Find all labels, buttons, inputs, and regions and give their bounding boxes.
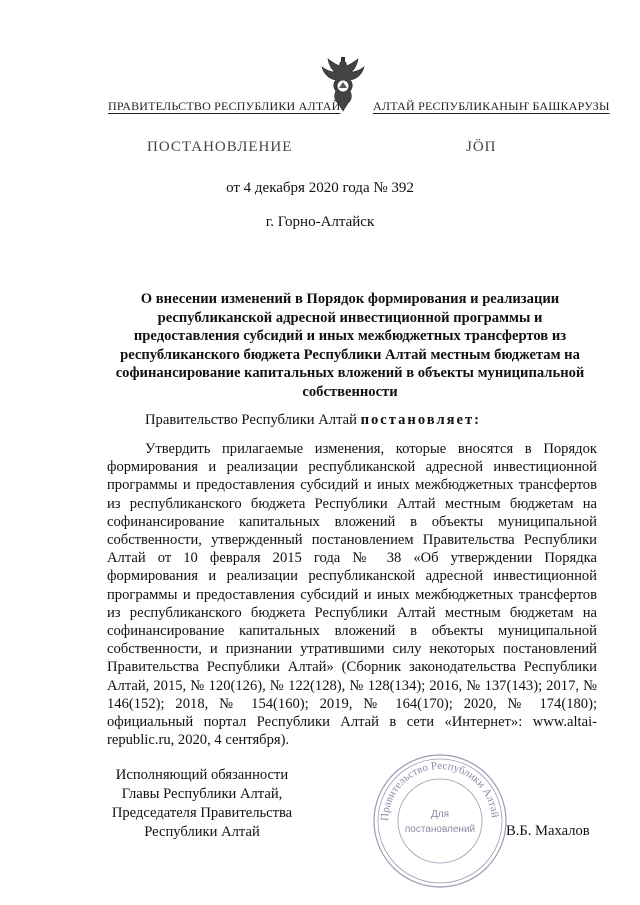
signer-line: Республики Алтай: [144, 824, 260, 840]
doc-type-ru: ПОСТАНОВЛЕНИЕ: [147, 139, 293, 155]
signer-line: Главы Республики Алтай,: [121, 786, 283, 802]
body-paragraph: Утвердить прилагаемые изменения, которые вносятся в Порядок формирования и реализации республиканской адресной инвестиционной программы и предоставления субсидий и иных межбюджетных трансфертов из республиканского бюджета Республики Алтай местным бюджетам на софинансирование капитальных вложений в объекты муниципальной собственности, утвержденный постановлением Правительства Республики Алтай от 10 февраля 2015 года № 38 «Об утверждении Порядка формирования и реализации республиканской адресной инвестиционной программы и предоставления субсидий и иных межбюджетных трансфертов из республиканского бюджета Республики Алтай местным бюджетам на софинансирование капитальных вложений в объекты муниципальной собственности, и признании утратившими силу некоторых постановлений Правительства Республики Алтай» (Сборник законодательства Республики Алтай, 2015, № 120(126), № 122(128), № 128(134); 2016, № 137(143); 2017, № 146(152); 2018, № 154(160); 2019, № 164(170); 2020, № 174(180); официальный портал Республики Алтай в сети «Интернет»: www.altai-republic.ru, 2020, 4 сентября).: [107, 441, 597, 749]
government-name-alt: АЛТАЙ РЕСПУБЛИКАНЫҤ БАШКАРУЗЫ: [373, 99, 610, 113]
signer-line: Председателя Правительства: [111, 805, 293, 821]
stamp-center-bottom: постановлений: [404, 824, 476, 835]
preamble-verb: постановляет:: [360, 412, 482, 428]
signer-line: Исполняющий обязанности: [115, 767, 289, 783]
doc-type-alt: ЈӦП: [466, 139, 497, 155]
signer-block: [108, 766, 296, 842]
document-title: О внесении изменений в Порядок формирования и реализации республиканской адресной инвестиционной программы и предоставления субсидий и иных межбюджетных трансфертов из республиканского бюджета Республики Алтай местным бюджетам на софинансирование капитальных вложений в объекты муниципальной собственности: [115, 291, 585, 400]
document-date-number: от 4 декабря 2020 года № 392: [226, 180, 414, 196]
signer-name: В.Б. Махалов: [506, 823, 590, 839]
government-name-ru: ПРАВИТЕЛЬСТВО РЕСПУБЛИКИ АЛТАЙ: [108, 99, 341, 113]
preamble: [145, 412, 481, 429]
preamble-lead: Правительство Республики Алтай: [145, 412, 357, 428]
document-city: г. Горно-Алтайск: [265, 214, 375, 230]
official-stamp: [371, 752, 509, 890]
letterhead: [0, 55, 640, 115]
stamp-ring-text: Правительство Республики Алтай: [378, 759, 501, 822]
stamp-center-top: Для: [430, 809, 450, 820]
